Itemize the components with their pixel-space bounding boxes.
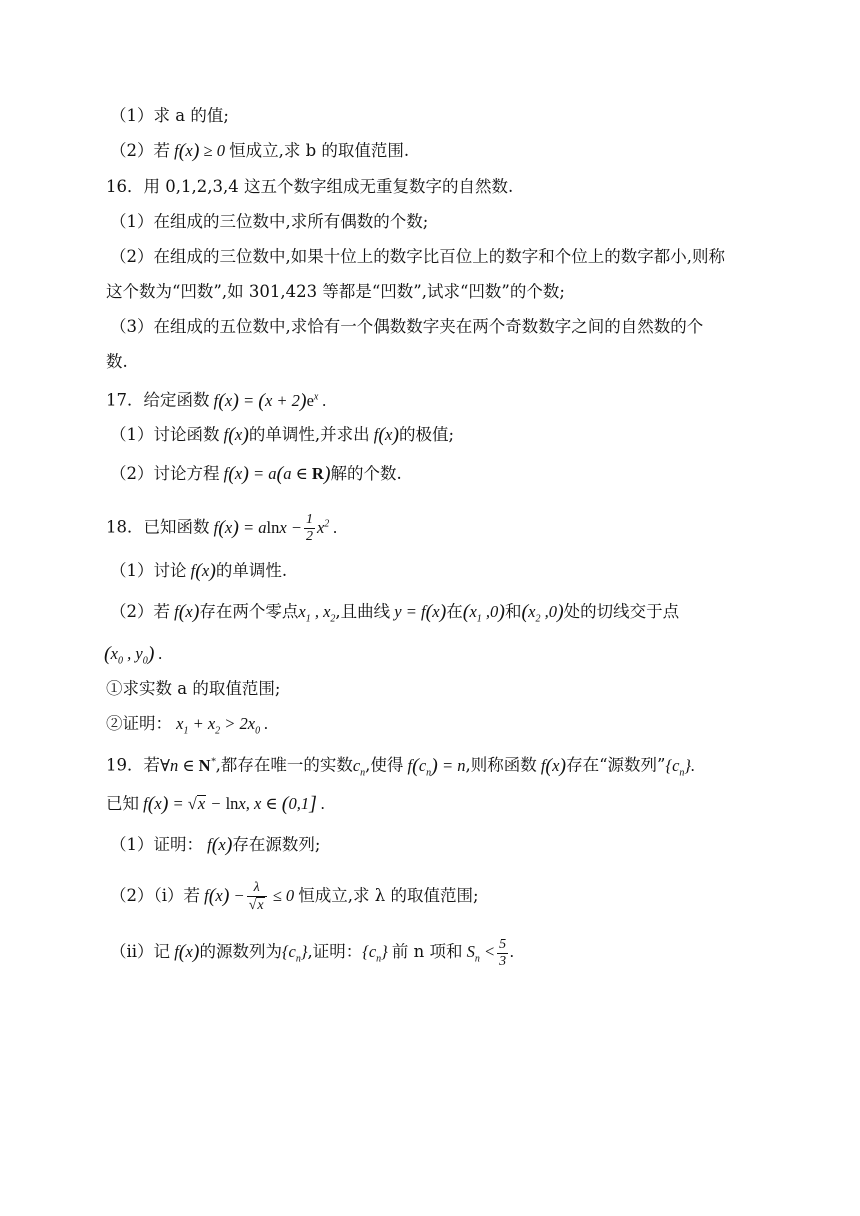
q18-part1: （1）讨论 f(x)的单调性. xyxy=(110,560,288,582)
formula: ($x_2$ ,0) xyxy=(521,601,564,625)
formula: y = f(x) xyxy=(390,601,447,623)
formula: f(x) xyxy=(170,601,200,623)
q16-part2-line2: 这个数为“凹数”,如 301,423 等都是“凹数”,试求“凹数”的个数; xyxy=(106,282,565,301)
formula: $c_n$ xyxy=(352,755,366,778)
q18-sub1: ①求实数 a 的取值范围; xyxy=(106,679,281,698)
formula: f(x) xyxy=(203,834,233,856)
q15-part2: （2）若 f(x) ≥ 0 恒成立,求 b 的取值范围. xyxy=(110,140,410,162)
q16-part3-line2: 数. xyxy=(106,352,128,371)
formula: $x_1$ , $x_2$ xyxy=(298,602,336,625)
q19-part2i: （2）（ⅰ）若 f(x) − $\frac{\lambda}{√x}$ ≤ 0 恒成立,求 λ 的取值范围; xyxy=(110,880,479,914)
q17-part2: （2）讨论方程 f(x) = a(a ∈ R)解的个数. xyxy=(110,463,402,485)
formula: f(x) xyxy=(536,754,567,777)
q19-part1: （1）证明： f(x)存在源数列; xyxy=(110,834,321,856)
q17-part1: （1）讨论函数 f(x)的单调性,并求出 f(x)的极值; xyxy=(110,424,455,446)
formula: $f(x) = (x + 2)e^x$ . xyxy=(209,389,327,412)
formula: $\{c_n\}$. xyxy=(665,755,696,778)
q17-stem: 17．给定函数 $f(x) = (x + 2)e^x$ . xyxy=(106,389,327,412)
formula: ∀n ∈ N* xyxy=(160,755,216,775)
formula: ($x_0$ , $y_0$) . xyxy=(104,643,163,667)
formula: f(x) xyxy=(186,560,216,582)
formula: f(x) = a(a ∈ R) xyxy=(219,463,331,485)
formula: f(x) = √x − lnx, x ∈ (0,1] . xyxy=(139,793,326,815)
formula: ($x_1$ ,0) xyxy=(462,601,505,625)
q18-sub2: ②证明： $x_1 + x_2 > 2x_0$ . xyxy=(106,714,269,737)
formula: f(x) ≥ 0 xyxy=(170,140,230,162)
formula: $\{c_n\}$ xyxy=(362,942,392,965)
formula: f(x) = alnx − $\frac{1}{2}$ $x^2$ . xyxy=(209,512,338,545)
formula: $x_1 + x_2 > 2x_0$ . xyxy=(172,714,269,737)
q18-part2: （2）若 f(x)存在两个零点$x_1$ , $x_2$,且曲线 y = f(x)在($x_1$ ,0)和($x_2$ ,0)处的切线交于点 xyxy=(110,601,680,625)
q16-part3-line1: （3）在组成的五位数中,求恰有一个偶数数字夹在两个奇数数字之间的自然数的个 xyxy=(110,317,704,336)
formula: $\{c_n\}$ xyxy=(281,942,308,965)
formula: f(x) − $\frac{\lambda}{√x}$ ≤ 0 xyxy=(200,880,299,914)
formula: f(x) xyxy=(219,424,249,446)
formula: $f(c_n) = n$ xyxy=(403,754,466,778)
q19-stem: 19．若∀n ∈ N*,都存在唯一的实数$c_n$,使得 $f(c_n) = n$,则称函数 f(x)存在“源数列$”\{c_n\}$. xyxy=(106,754,696,778)
q16-part2-line1: （2）在组成的三位数中,如果十位上的数字比百位上的数字和个位上的数字都小,则称 xyxy=(110,247,725,266)
q16-part1: （1）在组成的三位数中,求所有偶数的个数; xyxy=(110,212,429,231)
formula: f(x) xyxy=(369,424,400,446)
q19-part2ii: （ⅱ）记 f(x)的源数列为$\{c_n\}$,证明：$\{c_n\}$ 前 n 项和 $S_n$ < $\frac{5}{3}$ . xyxy=(110,936,515,969)
q15-part1: （1）求 a 的值; xyxy=(110,106,229,125)
formula: f(x) xyxy=(170,941,200,963)
q19-known: 已知 f(x) = √x − lnx, x ∈ (0,1] . xyxy=(106,793,326,815)
formula: $S_n$ < $\frac{5}{3}$ . xyxy=(462,936,515,969)
q16-stem: 16．用 0,1,2,3,4 这五个数字组成无重复数字的自然数. xyxy=(106,177,514,196)
q18-stem: 18．已知函数 f(x) = alnx − $\frac{1}{2}$ $x^2$ . xyxy=(106,512,338,545)
q18-point xyxy=(104,642,163,666)
